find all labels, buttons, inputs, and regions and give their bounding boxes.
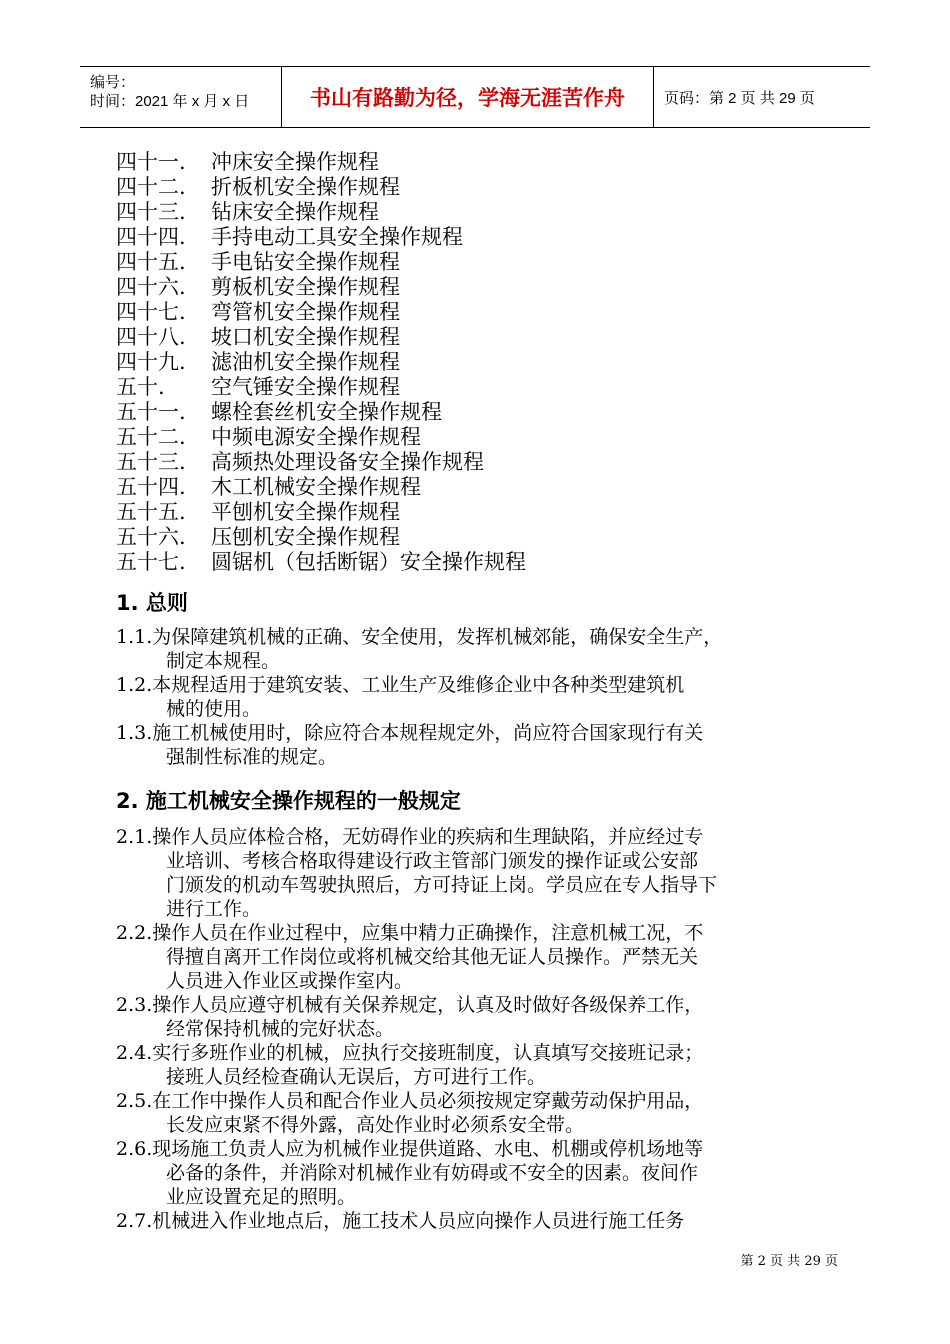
paragraph-2-6	[116, 1137, 856, 1209]
toc-title: 冲床安全操作规程	[211, 150, 379, 174]
page-header	[80, 66, 870, 128]
toc-title: 手持电动工具安全操作规程	[211, 225, 463, 249]
paragraph-line: 2.5.在工作中操作人员和配合作业人员必须按规定穿戴劳动保护用品，	[116, 1090, 704, 1112]
toc-number: 四十五.	[116, 250, 186, 274]
header-motto: 书山有路勤为径，学海无涯苦作舟	[282, 67, 654, 127]
toc-title: 中频电源安全操作规程	[211, 425, 421, 449]
toc-number: 五十.	[116, 375, 165, 399]
toc-title: 高频热处理设备安全操作规程	[211, 450, 484, 474]
toc-item	[116, 325, 526, 350]
paragraph-line: 械的使用。	[166, 698, 262, 720]
header-meta	[80, 67, 282, 127]
paragraph-line: 长发应束紧不得外露，高处作业时必须系安全带。	[166, 1114, 585, 1136]
toc-number: 五十七.	[116, 550, 186, 574]
document-number-label: 编号：	[90, 74, 136, 91]
toc-title: 坡口机安全操作规程	[211, 325, 400, 349]
toc-title: 钻床安全操作规程	[211, 200, 379, 224]
toc-title: 圆锯机（包括断锯）安全操作规程	[211, 550, 526, 574]
toc-number: 四十九.	[116, 350, 186, 374]
paragraph-line: 强制性标准的规定。	[166, 746, 338, 768]
paragraph-line: 经常保持机械的完好状态。	[166, 1018, 395, 1040]
toc-number: 四十三.	[116, 200, 186, 224]
paragraph-line: 接班人员经检查确认无误后，方可进行工作。	[166, 1066, 547, 1088]
paragraph-line: 2.2.操作人员在作业过程中，应集中精力正确操作，注意机械工况，不	[116, 922, 704, 944]
toc-title: 手电钻安全操作规程	[211, 250, 400, 274]
toc-item	[116, 450, 526, 475]
toc-item	[116, 500, 526, 525]
toc-number: 四十七.	[116, 300, 186, 324]
toc-number: 五十一.	[116, 400, 186, 424]
toc-item	[116, 200, 526, 225]
paragraph-line: 1.3.施工机械使用时，除应符合本规程规定外，尚应符合国家现行有关	[116, 722, 704, 744]
paragraph-line: 进行工作。	[166, 898, 262, 920]
toc-item	[116, 225, 526, 250]
toc-number: 四十四.	[116, 225, 186, 249]
paragraph-line: 1.1.为保障建筑机械的正确、安全使用，发挥机械郊能，确保安全生产，	[116, 626, 723, 648]
paragraph-1-1	[116, 625, 856, 673]
toc-item	[116, 550, 526, 575]
document-date: 时间：2021 年 x 月 x 日	[90, 93, 250, 110]
footer-page-number: 第 2 页 共 29 页	[740, 1254, 838, 1269]
header-page-number: 页码：第 2 页 共 29 页	[664, 89, 815, 107]
toc-title: 平刨机安全操作规程	[211, 500, 400, 524]
toc-number: 四十一.	[116, 150, 186, 174]
paragraph-line: 业应设置充足的照明。	[166, 1186, 357, 1208]
section-heading-general: 1. 总则	[116, 591, 188, 615]
paragraph-2-7	[116, 1209, 856, 1233]
paragraph-line: 门颁发的机动车驾驶执照后，方可持证上岗。学员应在专人指导下	[166, 874, 718, 896]
toc-item	[116, 150, 526, 175]
paragraph-line: 制定本规程。	[166, 650, 281, 672]
paragraph-2-5	[116, 1089, 856, 1137]
toc-item	[116, 400, 526, 425]
toc-number: 五十六.	[116, 525, 186, 549]
paragraph-2-2	[116, 921, 856, 993]
toc-item	[116, 275, 526, 300]
toc-title: 压刨机安全操作规程	[211, 525, 400, 549]
paragraph-line: 2.7.机械进入作业地点后，施工技术人员应向操作人员进行施工任务	[116, 1210, 685, 1232]
toc-number: 四十二.	[116, 175, 186, 199]
toc-title: 木工机械安全操作规程	[211, 475, 421, 499]
paragraph-line: 人员进入作业区或操作室内。	[166, 970, 414, 992]
section-1-paragraphs	[116, 625, 856, 769]
paragraph-line: 1.2.本规程适用于建筑安装、工业生产及维修企业中各种类型建筑机	[116, 674, 685, 696]
toc-number: 四十六.	[116, 275, 186, 299]
toc-number: 五十四.	[116, 475, 186, 499]
paragraph-line: 2.4.实行多班作业的机械，应执行交接班制度，认真填写交接班记录；	[116, 1042, 704, 1064]
toc-item	[116, 525, 526, 550]
paragraph-1-3	[116, 721, 856, 769]
toc-title: 滤油机安全操作规程	[211, 350, 400, 374]
paragraph-2-4	[116, 1041, 856, 1089]
toc-item	[116, 300, 526, 325]
toc-item	[116, 350, 526, 375]
paragraph-line: 得擅自离开工作岗位或将机械交给其他无证人员操作。严禁无关	[166, 946, 699, 968]
toc-number: 五十二.	[116, 425, 186, 449]
section-heading-general-rules: 2. 施工机械安全操作规程的一般规定	[116, 789, 461, 813]
paragraph-line: 必备的条件，并消除对机械作业有妨碍或不安全的因素。夜间作	[166, 1162, 699, 1184]
toc-title: 剪板机安全操作规程	[211, 275, 400, 299]
paragraph-2-1	[116, 825, 856, 921]
toc-item	[116, 175, 526, 200]
toc-item	[116, 425, 526, 450]
paragraph-line: 2.1.操作人员应体检合格，无妨碍作业的疾病和生理缺陷，并应经过专	[116, 826, 704, 848]
toc-title: 弯管机安全操作规程	[211, 300, 400, 324]
toc-number: 四十八.	[116, 325, 186, 349]
toc-item	[116, 375, 526, 400]
toc-title: 螺栓套丝机安全操作规程	[211, 400, 442, 424]
toc-number: 五十五.	[116, 500, 186, 524]
section-2-paragraphs	[116, 825, 856, 1233]
paragraph-1-2	[116, 673, 856, 721]
paragraph-line: 业培训、考核合格取得建设行政主管部门颁发的操作证或公安部	[166, 850, 699, 872]
toc-item	[116, 475, 526, 500]
toc-item	[116, 250, 526, 275]
toc-number: 五十三.	[116, 450, 186, 474]
paragraph-2-3	[116, 993, 856, 1041]
table-of-contents	[116, 150, 526, 575]
toc-title: 空气锤安全操作规程	[211, 375, 400, 399]
toc-title: 折板机安全操作规程	[211, 175, 400, 199]
paragraph-line: 2.6.现场施工负责人应为机械作业提供道路、水电、机棚或停机场地等	[116, 1138, 704, 1160]
paragraph-line: 2.3.操作人员应遵守机械有关保养规定，认真及时做好各级保养工作，	[116, 994, 704, 1016]
